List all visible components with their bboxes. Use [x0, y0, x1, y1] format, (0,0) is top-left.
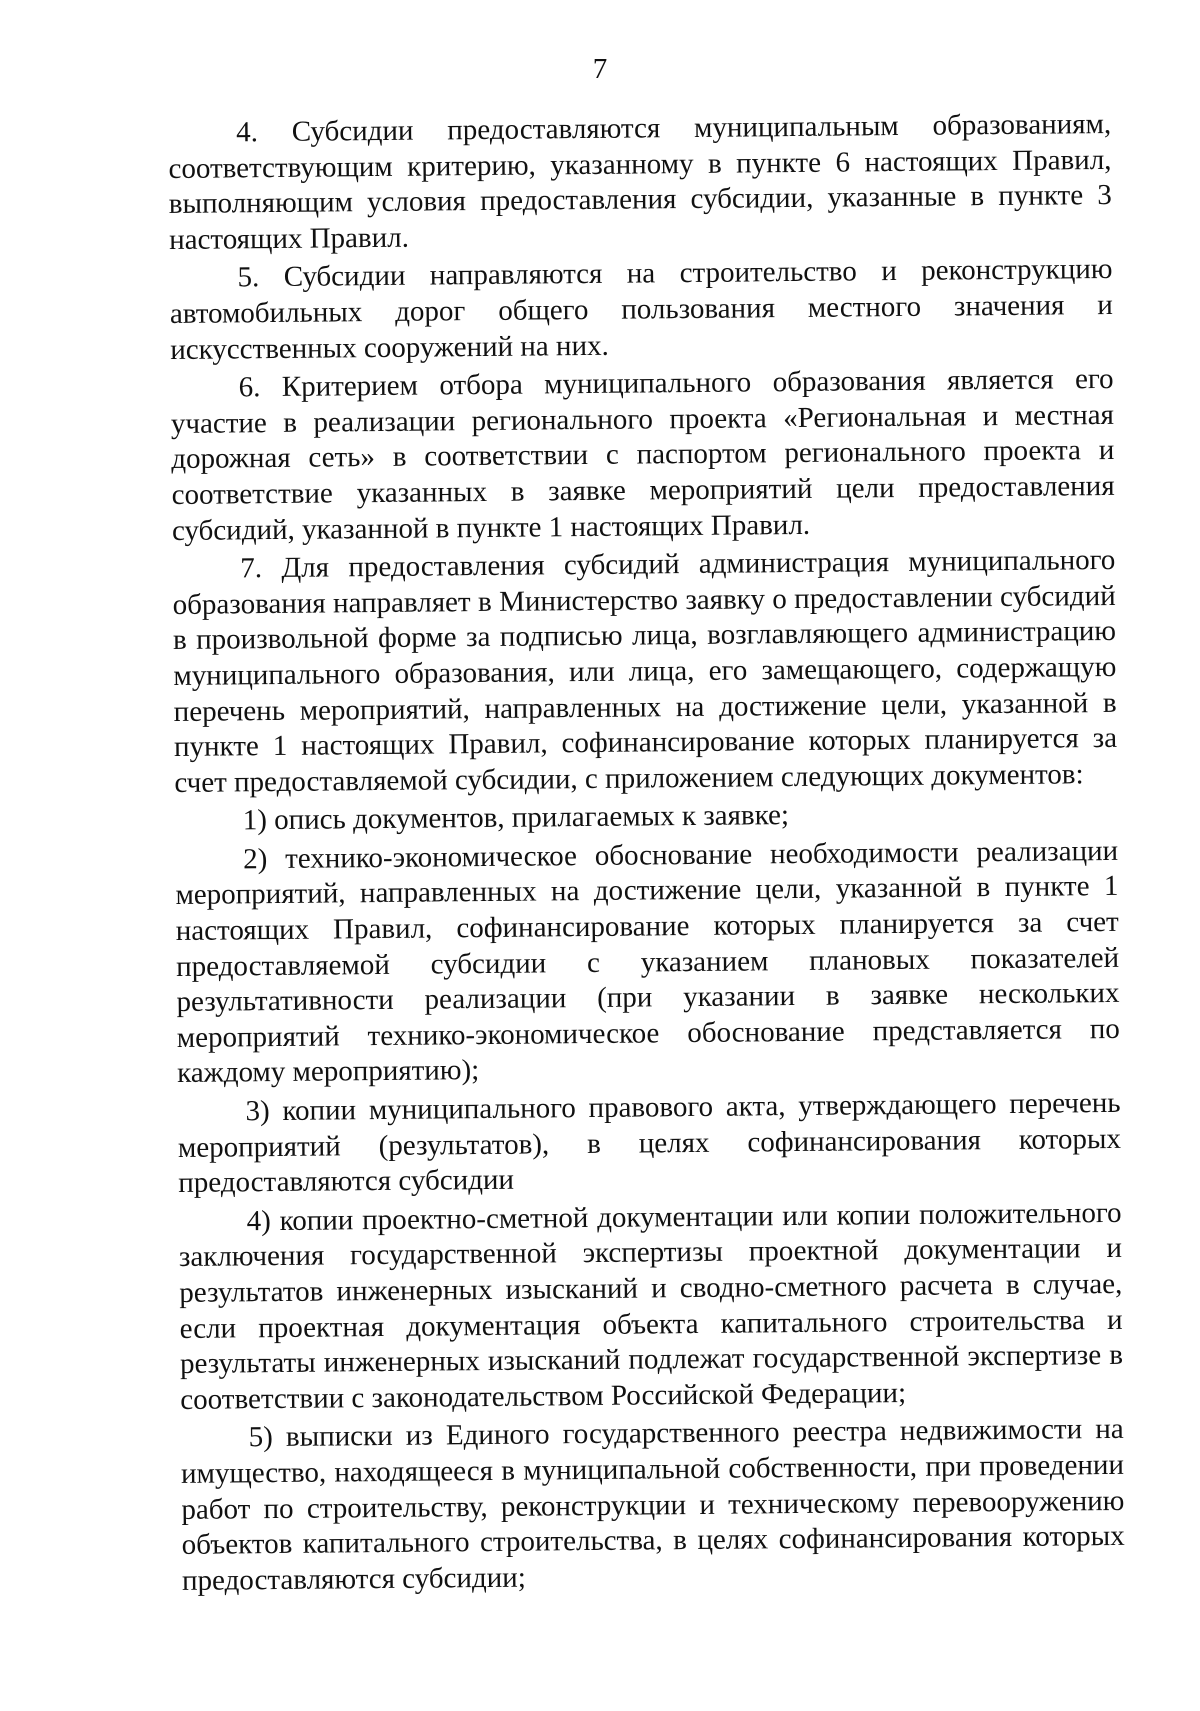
paragraph-item-6: 6. Критерием отбора муниципального образования является его участие в реализации регионального проекта «Региональная и местная дорожная сеть» в соответствии с паспортом регионального проекта и соответствие указанных в заявке мероприятий цели предоставления субсидий, указанной в пункте 1 настоящих Правил.	[170, 363, 1115, 547]
page-number: 7	[592, 53, 608, 85]
paragraph-item-7: 7. Для предоставления субсидий администрация муниципального образования направляет в Министерство заявку о предоставлении субсидий в произвольной форме за подписью лица, возглавляющего администрацию муниципального образования, или лица, его замещающего, содержащую перечень мероприятий, направленных на достижение цели, указанной в пункте 1 настоящих Правил, софинансирование которых планируется за счет предоставляемой субсидии, с приложением следующих документов:	[172, 544, 1118, 799]
list-item-1: 1) опись документов, прилагаемых к заявке;	[242, 799, 790, 837]
list-item-3: 3) копии муниципального правового акта, утверждающего перечень мероприятий (результатов), в целях софинансирования которых предоставляются субсидии	[177, 1086, 1122, 1200]
paragraph-item-4: 4. Субсидии предоставляются муниципальным образованиям, соответствующим критерию, указанному в пункте 6 настоящих Правил, выполняющим условия предоставления субсидии, указанные в пункте 3 настоящих Правил.	[168, 107, 1112, 256]
paragraph-item-5: 5. Субсидии направляются на строительство и реконструкцию автомобильных дорог общего пользования местного значения и искусственных сооружений на них.	[169, 253, 1114, 366]
list-item-5: 5) выписки из Единого государственного реестра недвижимости на имущество, находящееся в муниципальной собственности, при проведении работ по строительству, реконструкции и техническому перевооружению объектов капитального строительства, в целях софинансирования которых предоставляются субсидии;	[180, 1413, 1125, 1597]
list-item-2: 2) технико-экономическое обоснование необходимости реализации мероприятий, направленных на достижение цели, указанной в пункте 1 настоящих Правил, софинансирование которых планируется за счет предоставляемой субсидии с указанием плановых показателей результативности реализации (при указании в заявке нескольких мероприятий технико-экономическое обоснование представляется по каждому мероприятию);	[175, 834, 1120, 1090]
document-body	[168, 107, 1125, 1602]
list-item-4: 4) копии проектно-сметной документации или копии положительного заключения государственной экспертизы проектной документации и результатов инженерных изысканий и сводно-сметного расчета в случае, если проектная документация объекта капитального строительства и результаты инженерных изысканий подлежат государственной экспертизе в соответствии с законодательством Российской Федерации;	[178, 1196, 1124, 1416]
